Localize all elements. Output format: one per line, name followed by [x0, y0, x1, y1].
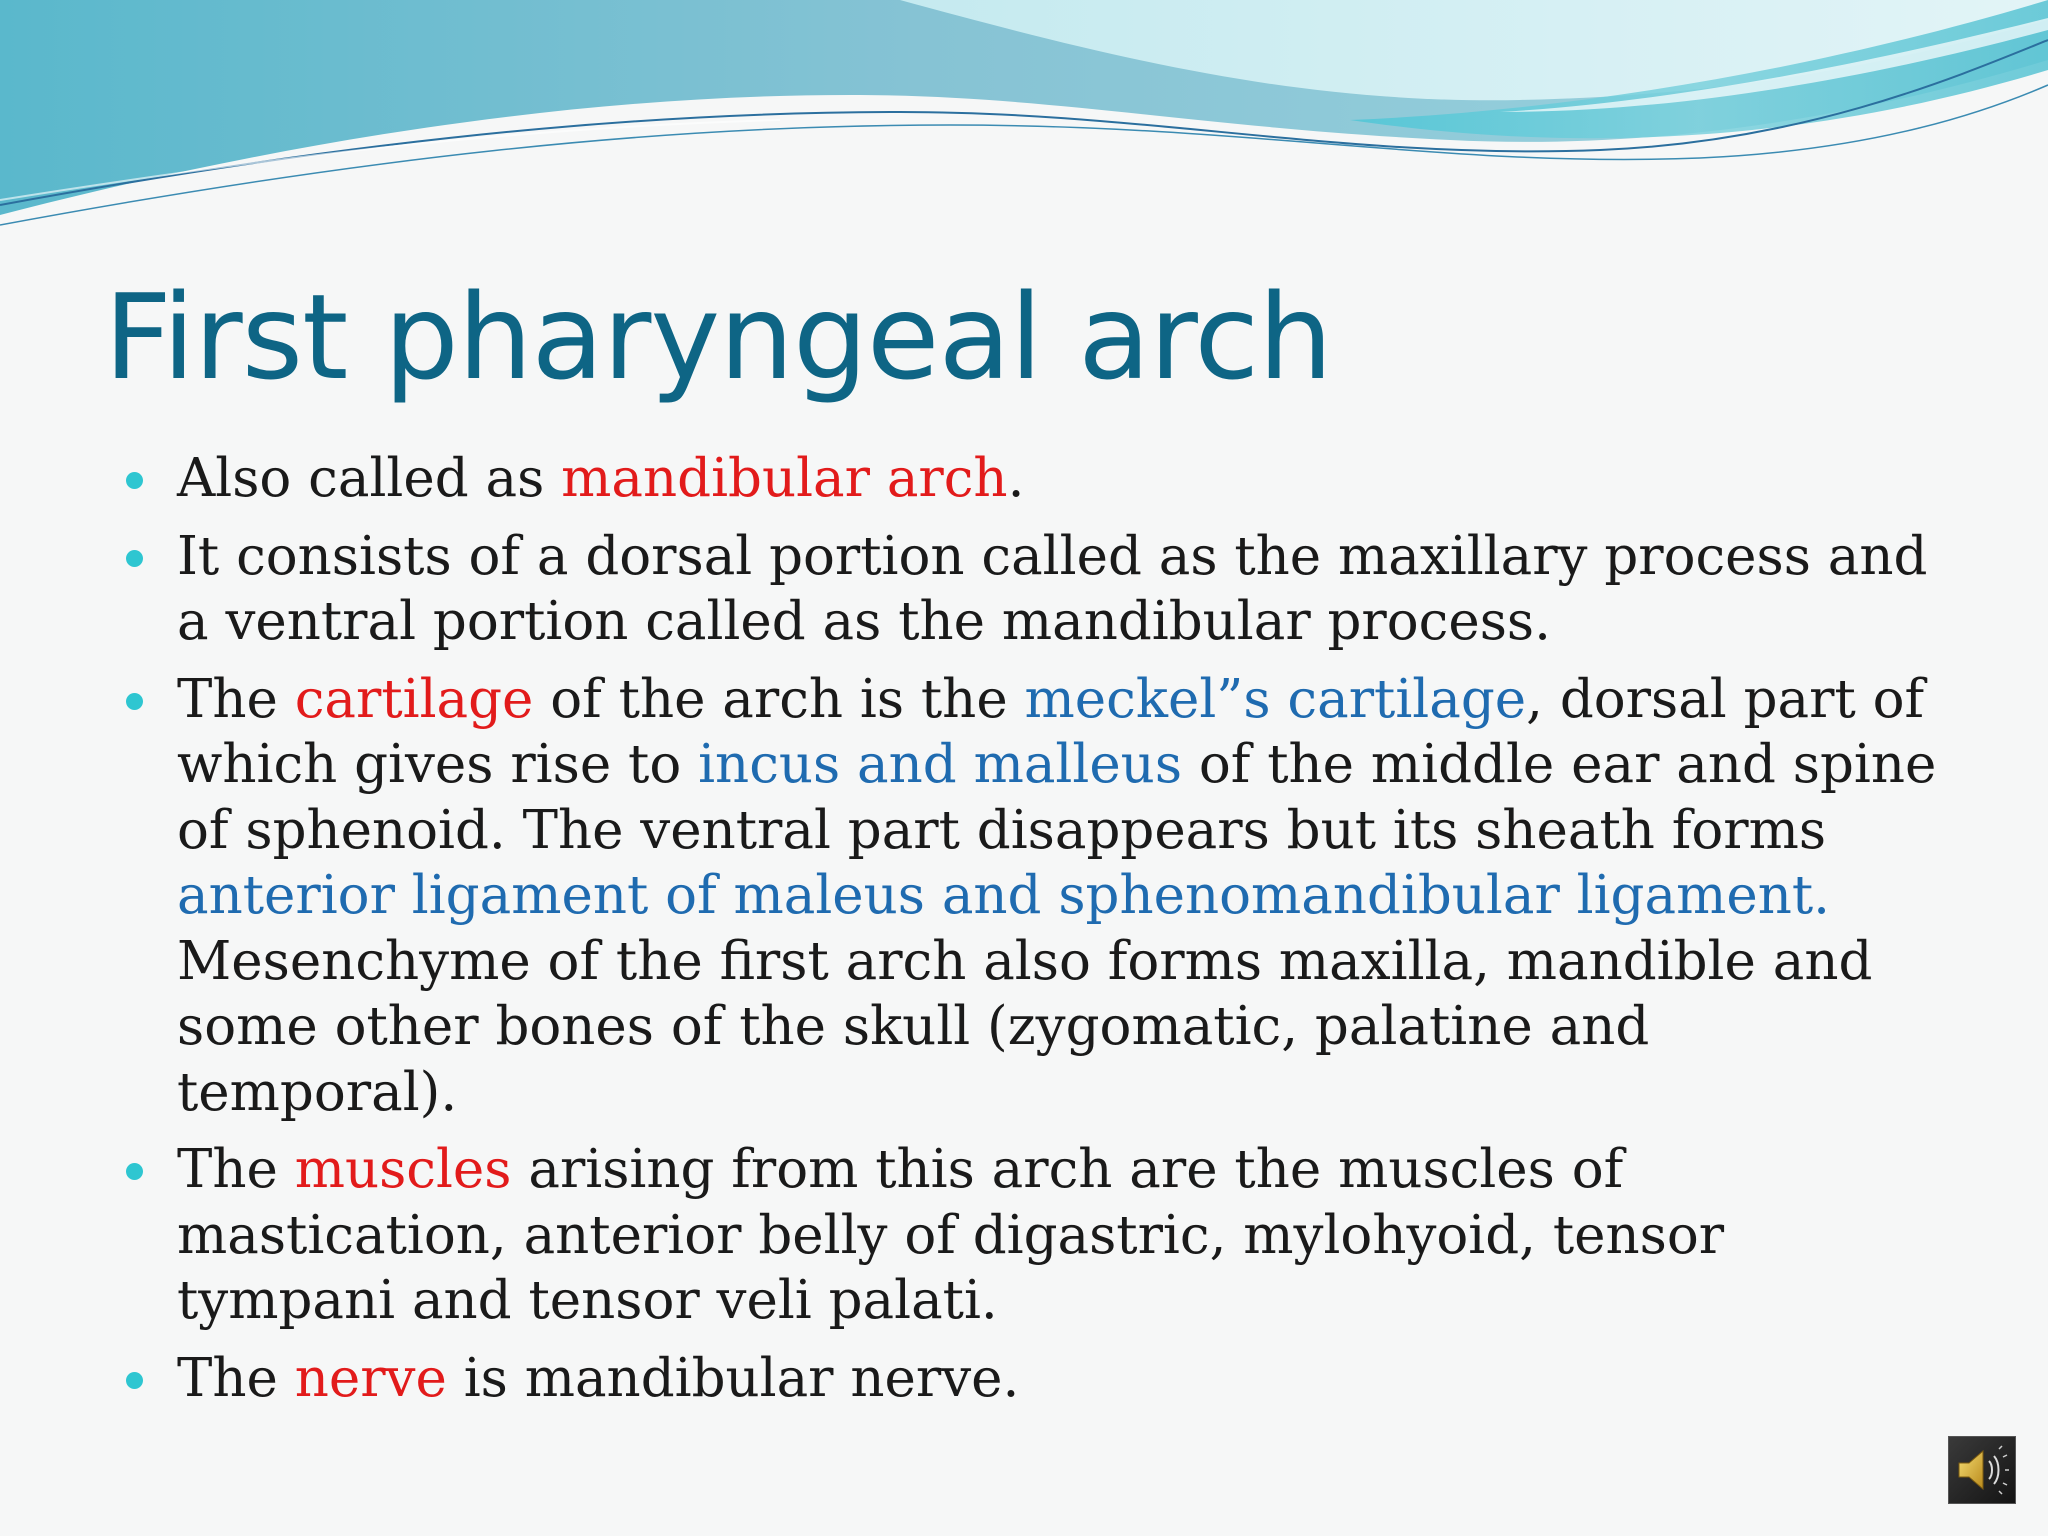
bullet-text: Also called as [177, 448, 562, 509]
bullet-item [120, 1137, 1940, 1334]
bullet-marker [126, 1372, 143, 1389]
bullet-marker [126, 472, 143, 489]
highlighted-term: muscles [294, 1139, 512, 1200]
highlighted-term: incus and malleus [698, 734, 1183, 795]
bullet-text: , dorsal part of which gives rise to [177, 668, 1925, 795]
bullet-text: . [1007, 448, 1025, 509]
bullet-marker [126, 550, 143, 567]
highlighted-term: meckel”s cartilage [1024, 668, 1527, 730]
bullet-text: arising from this arch are the muscles of mastication, anterior belly of digastric, mylohyoid, tensor tympani and tensor veli palati. [177, 1139, 1725, 1331]
bullet-item [120, 446, 1940, 512]
bullet-text: The [177, 1347, 295, 1409]
bullet-list [120, 446, 1940, 1423]
highlighted-term: mandibular arch [561, 448, 1008, 509]
speaker-icon [1949, 1437, 2015, 1503]
bullet-text: of the arch is the [533, 668, 1025, 730]
bullet-marker [126, 693, 143, 710]
slide-title: First pharyngeal arch [104, 268, 1332, 406]
bullet-item [120, 524, 1940, 655]
bullet-marker [126, 1163, 143, 1180]
highlighted-term: anterior ligament of maleus and sphenomandibular ligament. [177, 865, 1830, 926]
audio-button[interactable] [1948, 1436, 2016, 1504]
highlighted-term: cartilage [294, 668, 534, 730]
highlighted-term: nerve [294, 1347, 447, 1409]
bullet-text: Mesenchyme of the first arch also forms maxilla, mandible and some other bones of the skull (zygomatic, palatine and temporal). [177, 930, 1873, 1123]
bullet-text: is mandibular nerve. [446, 1347, 1020, 1409]
header-wave-decoration [0, 0, 2048, 240]
bullet-text: of the middle ear and spine of sphenoid. The ventral part disappears but its sheath forms [177, 734, 1937, 861]
bullet-text: The [177, 1139, 295, 1200]
bullet-item [120, 1346, 1940, 1412]
bullet-text: It consists of a dorsal portion called as the maxillary process and a ventral portion called as the mandibular process. [177, 525, 1928, 652]
bullet-text: The [177, 668, 295, 730]
bullet-item [120, 667, 1940, 1126]
